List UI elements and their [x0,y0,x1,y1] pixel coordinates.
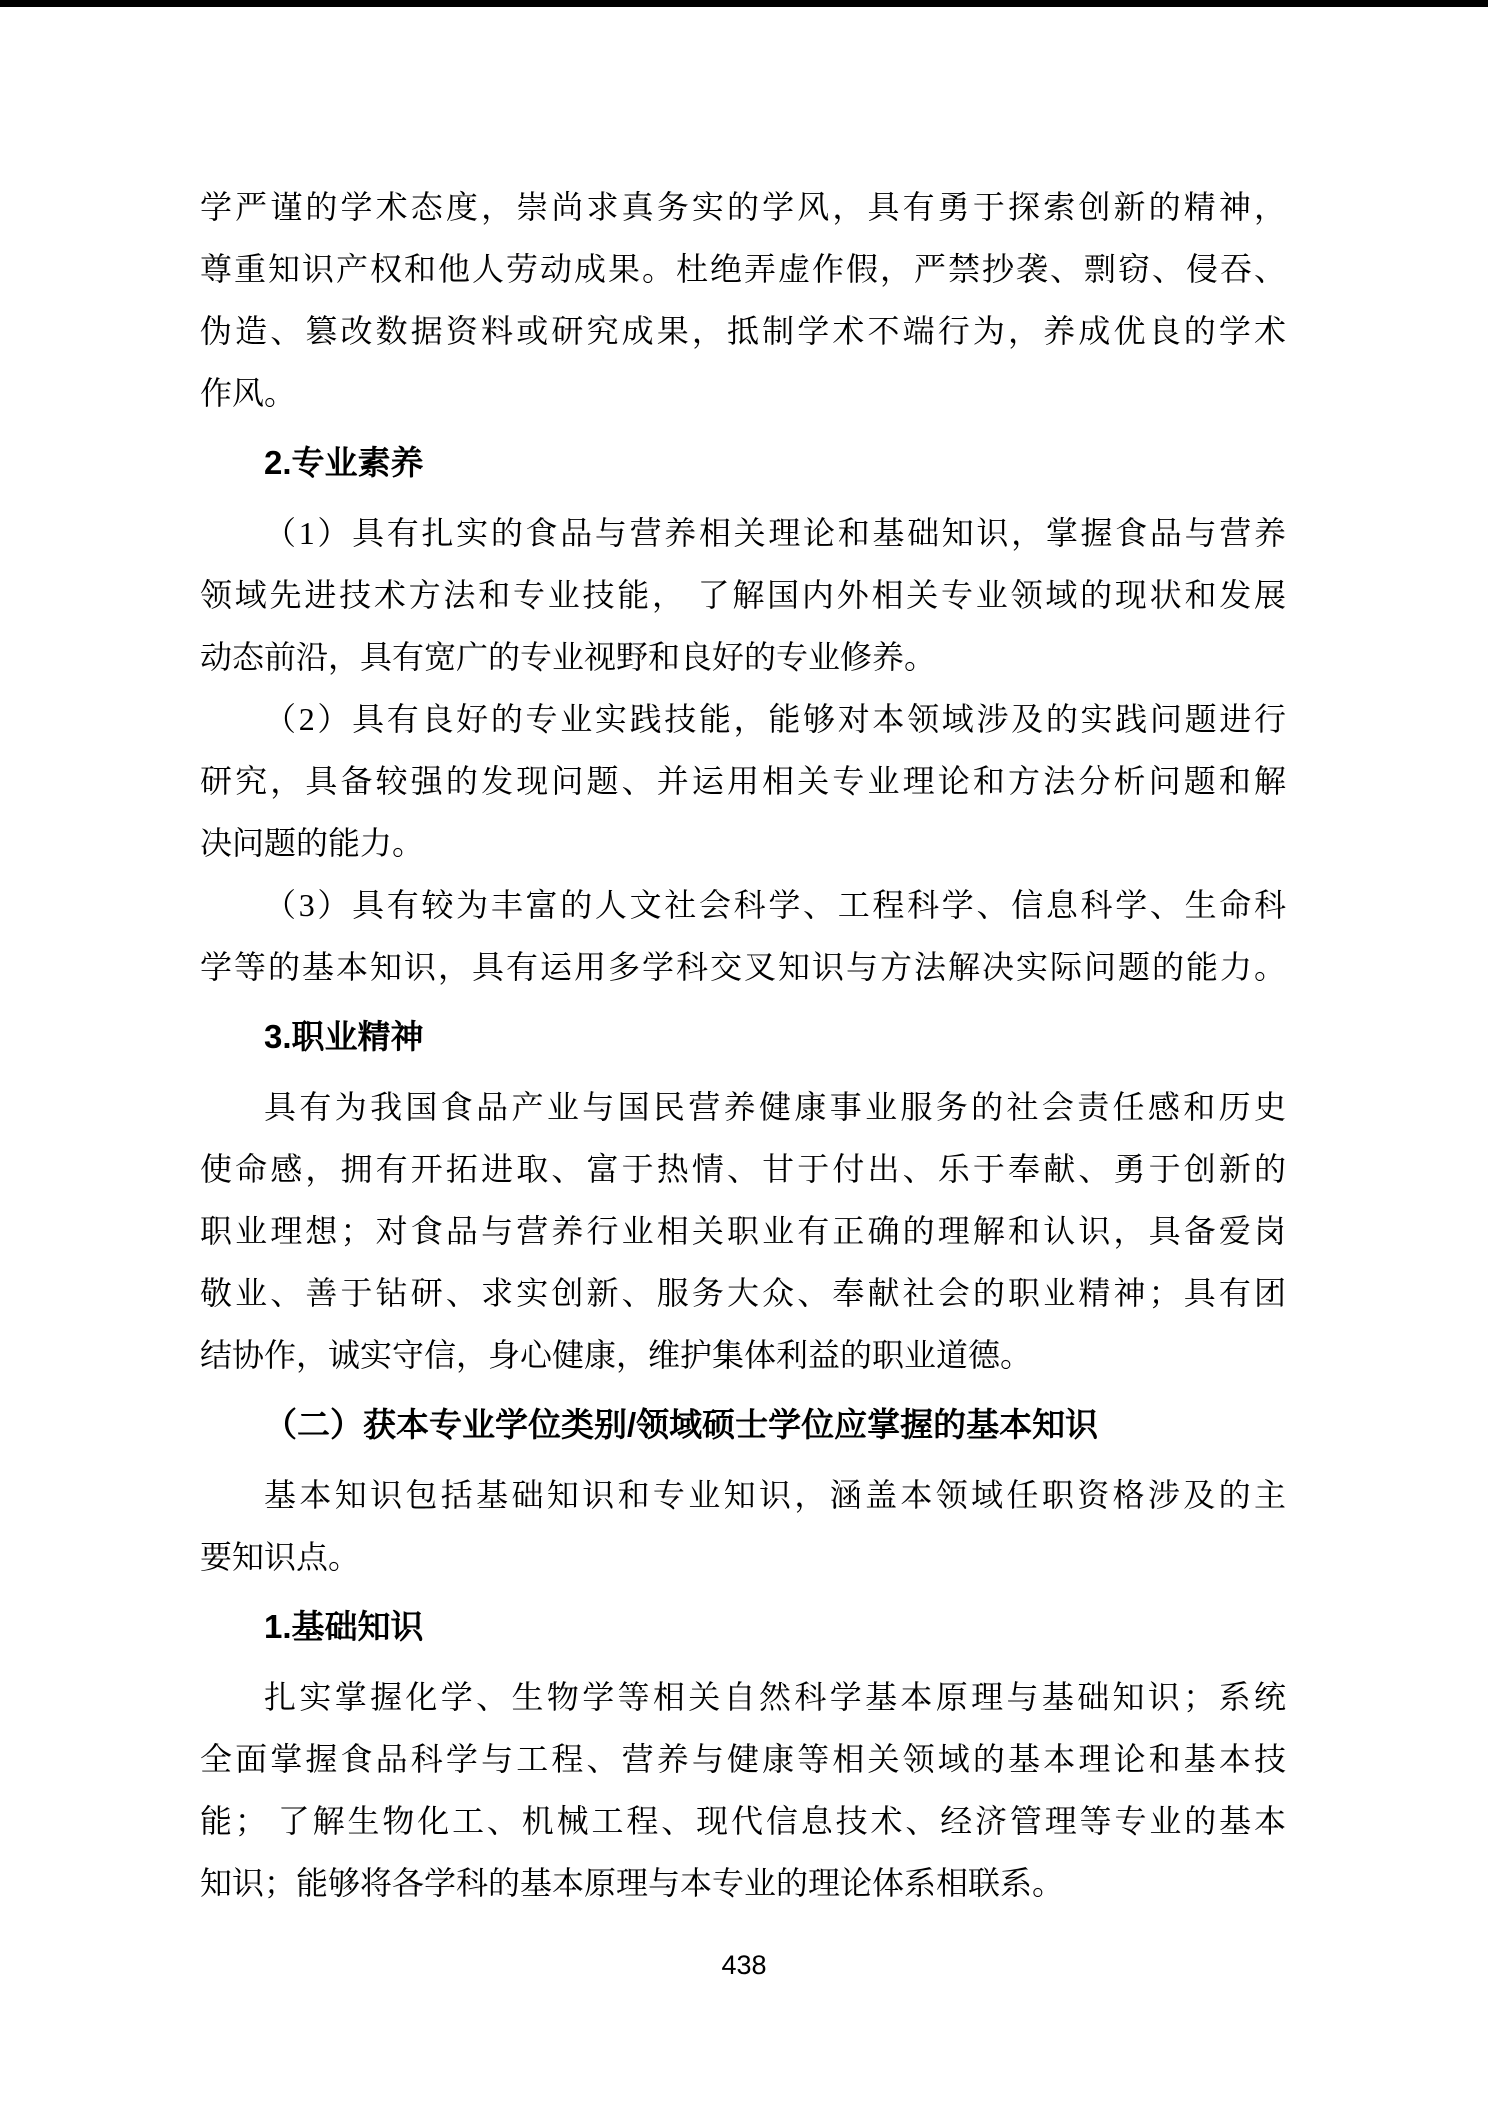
text-line: 扎实掌握化学、生物学等相关自然科学基本原理与基础知识；系统 [264,1679,1286,1715]
text-line: 能； 了解生物化工、机械工程、现代信息技术、经济管理等专业的基本 [200,1803,1286,1839]
text-line: 基本知识包括基础知识和专业知识，涵盖本领域任职资格涉及的主 [264,1477,1286,1513]
text-line: 具有为我国食品产业与国民营养健康事业服务的社会责任感和历史 [264,1089,1286,1125]
text-line: 动态前沿，具有宽广的专业视野和良好的专业修养。 [200,639,937,675]
text-line: 知识；能够将各学科的基本原理与本专业的理论体系相联系。 [200,1865,1065,1901]
text-line: 尊重知识产权和他人劳动成果。杜绝弄虚作假，严禁抄袭、剽窃、侵吞、 [200,251,1286,287]
text-line: 职业理想；对食品与营养行业相关职业有正确的理解和认识，具备爱岗 [200,1213,1286,1249]
text-line: 学等的基本知识，具有运用多学科交叉知识与方法解决实际问题的能力。 [200,949,1286,985]
text-line: 要知识点。 [200,1539,361,1575]
text-line: （1）具有扎实的食品与营养相关理论和基础知识，掌握食品与营养 [264,515,1286,551]
document-body [200,176,1286,1914]
section-heading-professional-spirit: 3.职业精神 [264,1018,424,1055]
section-heading-basic-knowledge: （二）获本专业学位类别/领域硕士学位应掌握的基本知识 [264,1406,1099,1443]
text-line: （3）具有较为丰富的人文社会科学、工程科学、信息科学、生命科 [264,887,1286,923]
text-line: 全面掌握食品科学与工程、营养与健康等相关领域的基本理论和基本技 [200,1741,1286,1777]
text-line: 研究，具备较强的发现问题、并运用相关专业理论和方法分析问题和解 [200,763,1286,799]
text-line: 决问题的能力。 [200,825,425,861]
scan-edge-bar [0,0,1488,7]
page-number: 438 [721,1950,767,1980]
text-line: （2）具有良好的专业实践技能，能够对本领域涉及的实践问题进行 [264,701,1286,737]
text-line: 伪造、篡改数据资料或研究成果，抵制学术不端行为，养成优良的学术 [200,313,1286,349]
section-heading-professional-quality: 2.专业素养 [264,444,424,481]
subsection-heading-foundation-knowledge: 1.基础知识 [264,1608,424,1645]
text-line: 使命感，拥有开拓进取、富于热情、甘于付出、乐于奉献、勇于创新的 [200,1151,1286,1187]
text-line: 作风。 [200,375,297,411]
text-line: 敬业、善于钻研、求实创新、服务大众、奉献社会的职业精神；具有团 [200,1275,1286,1311]
text-line: 学严谨的学术态度，崇尚求真务实的学风，具有勇于探索创新的精神， [200,189,1286,225]
text-line: 领域先进技术方法和专业技能， 了解国内外相关专业领域的现状和发展 [200,577,1286,613]
text-line: 结协作，诚实守信，身心健康，维护集体利益的职业道德。 [200,1337,1033,1373]
